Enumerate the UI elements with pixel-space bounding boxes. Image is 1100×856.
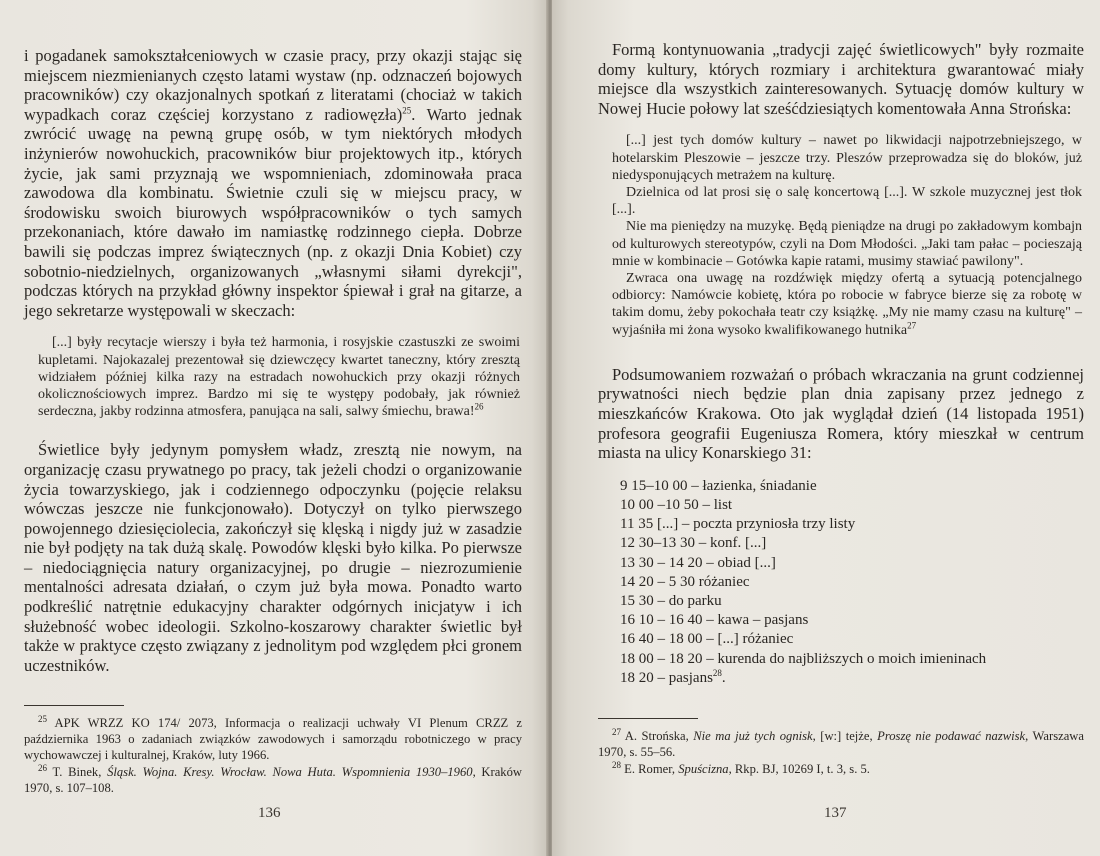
schedule-item: 11 35 [...] – poczta przyniosła trzy listy <box>620 516 856 533</box>
paragraph: Podsumowaniem rozważań o próbach wkraczania na grunt codziennej prywatności niech będzie plan dnia zapisany przez jednego z mieszkańców Krakowa. Oto jak wyglądał dzień (14 listopada 1951) profesora geografii Eugeniusza Romera, który mieszkał w centrum miasta na ulicy Konarskiego 31: <box>598 364 1084 463</box>
footnote-ref[interactable]: 27 <box>907 319 917 330</box>
block-quote: [...] jest tych domów kultury – nawet po likwidacji najpotrzebniejszego, w hotelarskim Pleszowie – jeszcze trzy. Pleszów przeprowadza się do bloków, już niedysponujących metrażem na kulturę. Dzielnica od lat prosi się o salę koncertową [...]. W szkole muzycznej jest tłok [...]. Nie ma pieniędzy na muzykę. Będą pieniądze na drugi po zakładowym kombajn od kulturowych stereotypów, czyli na Dom Młodości. „Jaki tam pałac – pocieszają mnie w kombinacie – Gotówka kapie ratami, musimy stawiać pawilony". Zwraca ona uwagę na rozdźwięk między ofertą a sytuacją potencjalnego odbiorcy: Namówcie kobietę, która po robocie w fabryce bierze się za robotę w takim domu, żeby pokochała teatr czy książkę. „My nie mamy czasu na kulturę" – wyjaśniła mi żona wysoko kwalifikowanego hutnika$^{27}$ <box>612 133 1082 338</box>
footnotes <box>598 726 1084 778</box>
footnote-ref[interactable]: 25 <box>402 105 412 116</box>
footnotes <box>24 716 522 796</box>
footnote-ref[interactable]: 26 <box>474 401 484 412</box>
schedule-item: 9 15–10 00 – łazienka, śniadanie <box>620 477 817 494</box>
footnote-ref[interactable]: 28 <box>712 667 722 678</box>
paragraph: i pogadanek samokształceniowych w czasie pracy, przy okazji stając się miejscem niezmienianych często latami wystaw (np. odznaczeń bojowych pracowników) czy okazjonalnych spotkań z literatami (chociaż w takich wypadkach coraz częściej korzystano z radiowęzła)$^{25}$. Warto jednak zwrócić uwagę na pewną grupę osób, w tym niektórych młodych inżynierów nowohuckich, pracowników biur projektowych itp., których życie, jak sami przyznają we wspomnieniach, zdominowała praca zawodowa dla kombinatu. Świetnie czuli się w miejscu pracy, w środowisku swoich biurowych współpracowników o tych samych przekonaniach, które dawało im namiastkę rodzinnego ciepła. Dobrze bawili się podczas imprez świątecznych (np. z okazji Dnia Kobiet) czy sobotnio-niedzielnych, organizowanych „własnymi siłami dyrekcji", podczas których na przykład główny inspektor śpiewał i grał na gitarze, a jego sekretarze występowali w skeczach: <box>24 46 522 320</box>
day-schedule <box>620 477 1084 688</box>
schedule-item: 10 00 –10 50 – list <box>620 496 733 513</box>
schedule-item: 16 10 – 16 40 – kawa – pasjans <box>620 612 809 629</box>
footnote-divider <box>598 718 698 719</box>
footnote: $^{26}$ T. Binek, Śląsk. Wojna. Kresy. Wrocław. Nowa Huta. Wspomnienia 1930–1960, Kraków 1970, s. 107–108. <box>24 763 522 795</box>
schedule-item: 18 20 – pasjans$^{28}$. <box>620 667 726 686</box>
footnote-divider <box>24 705 124 706</box>
schedule-item: 12 30–13 30 – konf. [...] <box>620 535 767 552</box>
footnote: $^{25}$ APK WRZZ KO 174/ 2073, Informacja o realizacji uchwały VI Plenum CRZZ z października 1963 o zadaniach związków zawodowych i samorządu robotniczego w pracy wychowawczej i kulturalnej, Kraków, luty 1966. <box>24 714 522 762</box>
page-number: 137 <box>824 805 847 821</box>
paragraph: Świetlice były jedynym pomysłem władz, zresztą nie nowym, na organizację czasu prywatnego po pracy, tak jeżeli chodzi o organizowanie życia towarzyskiego, jak i codziennego odpoczynku (pojęcie relaksu wówczas jeszcze nie funkcjonowało). Dotyczył on tylko pierwszego powojennego dziesięciolecia, zakończył się klęską i nigdy już w zasadzie nie był podjęty na tak dużą skalę. Powodów klęski było kilka. Po pierwsze – niedociągnięcia natury organizacyjnej, po drugie – niezrozumienie mentalności adresata działań, o czym już była mowa. Ponadto warto podkreślić natrętnie edukacyjny charakter odgórnych inicjatyw i ich służebność wobec ideologii. Szkolno-koszarowy charakter świetlic był także w praktyce często związany z jednolitym pod względem płci gronem uczestników. <box>24 440 522 675</box>
block-quote: [...] były recytacje wierszy i była też harmonia, i rosyjskie czastuszki ze swoimi kupletami. Najokazalej prezentował się dziewczęcy kwartet taneczny, który zresztą widziałem później kilka razy na estradach nowohuckich przy okazji różnych okolicznościowych imprez. Bardzo mi się te występy podobały, jak również serdeczna, jakby rodzinna atmosfera, panująca na sali, salwy śmiechu, brawa!$^{26}$ <box>38 335 520 420</box>
schedule-item: 13 30 – 14 20 – obiad [...] <box>620 554 776 571</box>
footnote: $^{28}$ E. Romer, Spuścizna, Rkp. BJ, 10269 I, t. 3, s. 5. <box>612 760 870 777</box>
schedule-item: 14 20 – 5 30 różaniec <box>620 573 750 590</box>
right-page <box>552 0 1100 856</box>
page-number: 136 <box>258 805 281 821</box>
footnote: $^{27}$ A. Strońska, Nie ma już tych ognisk, [w:] tejże, Proszę nie podawać nazwisk, Warszawa 1970, s. 55–56. <box>598 726 1084 759</box>
schedule-item: 18 00 – 18 20 – kurenda do najbliższych o moich imieninach <box>620 650 987 667</box>
left-page <box>0 0 548 856</box>
paragraph: Formą kontynuowania „tradycji zajęć świetlicowych" były rozmaite domy kultury, których rozmiary i architektura gwarantować miały miejsce dla wszystkich zainteresowanych. Sytuację domów kultury w Nowej Hucie połowy lat sześćdziesiątych komentowała Anna Strońska: <box>598 40 1084 118</box>
schedule-item: 15 30 – do parku <box>620 593 722 609</box>
schedule-item: 16 40 – 18 00 – [...] różaniec <box>620 631 794 648</box>
